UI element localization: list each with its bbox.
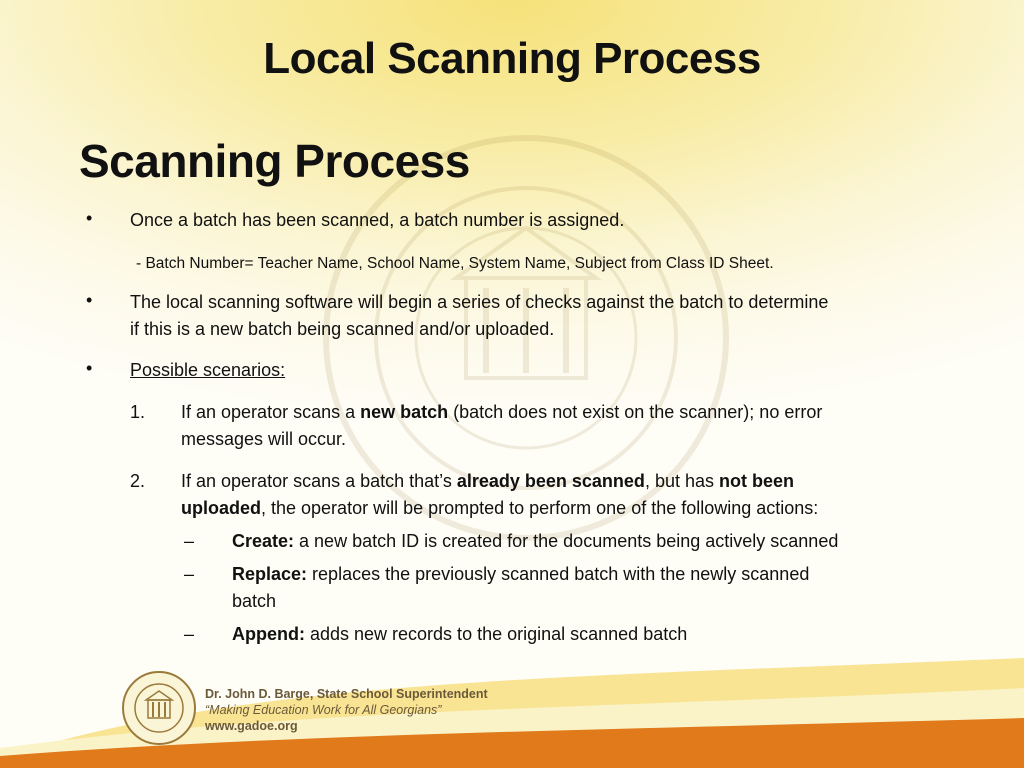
- dash-marker: –: [184, 624, 195, 644]
- footer-credits: [205, 686, 488, 734]
- dash-marker: –: [184, 564, 195, 584]
- footer-website[interactable]: www.gadoe.org: [205, 719, 298, 733]
- scenario-1-line2: messages will occur.: [181, 429, 347, 449]
- scenario-2-line2: uploaded, the operator will be prompted to perform one of the following actions:: [181, 498, 819, 518]
- scenarios-heading: Possible scenarios:: [130, 360, 286, 380]
- footer-superintendent: Dr. John D. Barge, State School Superintendent: [205, 687, 488, 701]
- scenario-1-line1: If an operator scans a new batch (batch does not exist on the scanner); no error: [181, 402, 823, 422]
- list-number: 2.: [130, 471, 146, 491]
- dash-marker: –: [184, 531, 195, 551]
- bullet-marker: •: [86, 290, 93, 310]
- bullet-text-line1: The local scanning software will begin a series of checks against the batch to determine: [130, 292, 829, 312]
- bullet-text-line2: if this is a new batch being scanned and/or uploaded.: [130, 319, 555, 339]
- department-seal-icon: [121, 670, 197, 746]
- bullet-text: Once a batch has been scanned, a batch number is assigned.: [130, 210, 625, 230]
- scenario-2-line1: If an operator scans a batch that’s already been scanned, but has not been: [181, 471, 794, 491]
- action-create: Create: a new batch ID is created for the documents being actively scanned: [232, 531, 839, 551]
- section-heading: Scanning Process: [79, 135, 470, 187]
- action-append: Append: adds new records to the original scanned batch: [232, 624, 688, 644]
- list-number: 1.: [130, 402, 146, 422]
- bullet-marker: •: [86, 358, 93, 378]
- action-replace-line2: batch: [232, 591, 277, 611]
- slide-title: Local Scanning Process: [263, 34, 761, 83]
- footer-slogan: “Making Education Work for All Georgians”: [205, 703, 442, 717]
- batch-number-note: - Batch Number= Teacher Name, School Name, System Name, Subject from Class ID Sheet.: [136, 255, 774, 272]
- bullet-marker: •: [86, 208, 93, 228]
- action-replace: Replace: replaces the previously scanned batch with the newly scanned: [232, 564, 810, 584]
